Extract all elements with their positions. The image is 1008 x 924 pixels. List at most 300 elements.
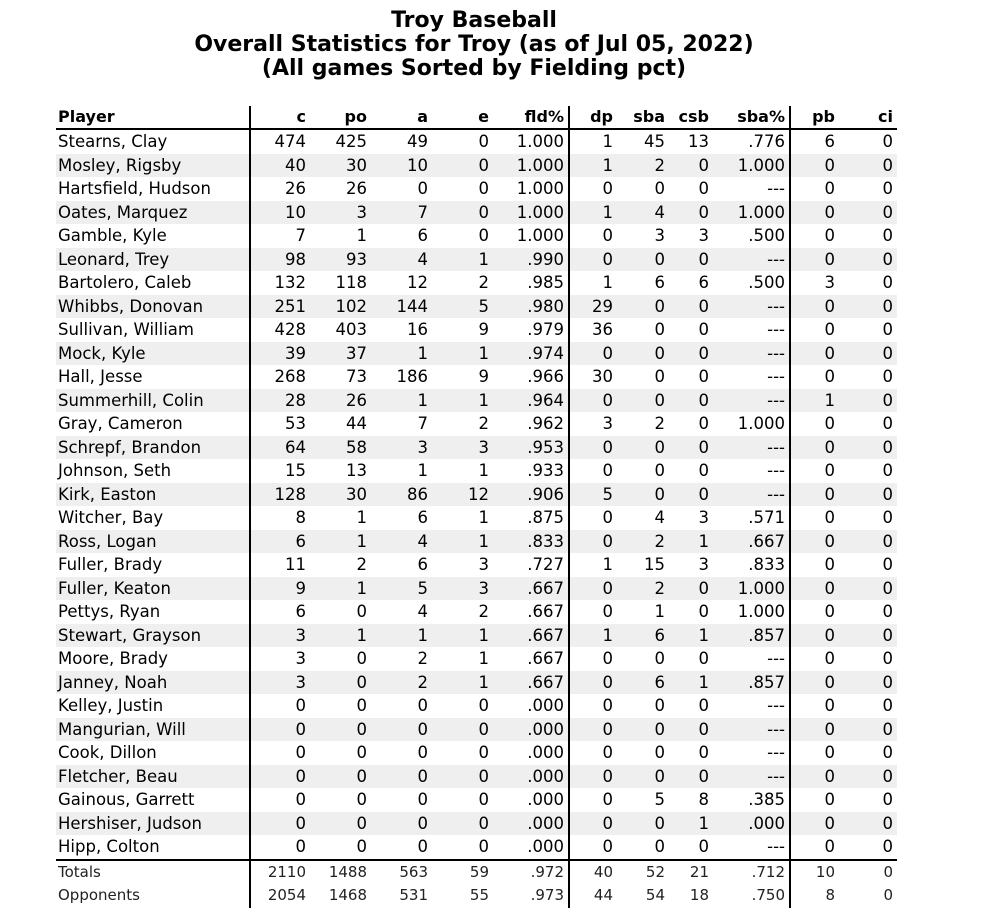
stat-cell-pb: 0 (790, 154, 839, 178)
stat-cell-po: 0 (310, 718, 371, 742)
stat-cell-ci: 0 (882, 320, 893, 339)
stat-cell-fld-pct: .875 (493, 506, 569, 530)
stat-cell-csb: 0 (698, 179, 709, 198)
stat-cell-sba-pct: 1.000 (713, 412, 790, 436)
stat-cell-c: 268 (274, 367, 306, 386)
stat-cell-dp: 0 (569, 248, 617, 272)
player-name-cell: Janney, Noah (56, 671, 250, 695)
page-title: Troy Baseball (391, 8, 557, 33)
stat-cell-a: 1 (417, 461, 428, 480)
stat-cell-e: 55 (432, 884, 493, 908)
stat-cell-e: 1 (478, 461, 489, 480)
stat-cell-po: 0 (310, 812, 371, 836)
stat-cell-ci: 0 (839, 436, 897, 460)
player-row (56, 129, 897, 154)
stat-cell-sba-pct: .712 (713, 860, 790, 885)
stat-cell-ci: 0 (882, 461, 893, 480)
stat-cell-sba-pct: --- (713, 318, 790, 342)
column-header-sba: sba (617, 106, 669, 129)
stat-cell-po: 37 (310, 342, 371, 366)
stat-cell-fld-pct: .000 (493, 741, 569, 765)
player-row (56, 647, 897, 671)
stat-cell-c: 10 (250, 201, 310, 225)
stat-cell-csb: 0 (698, 649, 709, 668)
stat-cell-sba-pct: --- (713, 459, 790, 483)
stat-cell-c: 128 (250, 483, 310, 507)
stat-cell-csb: 0 (669, 436, 713, 460)
stat-cell-sba: 4 (654, 508, 665, 527)
player-row (56, 765, 897, 789)
player-name-cell: Gainous, Garrett (56, 788, 250, 812)
stat-cell-dp: 1 (569, 201, 617, 225)
player-name-cell: Fletcher, Beau (56, 765, 250, 789)
stat-cell-pb: 8 (790, 884, 839, 908)
stat-cell-pb: 1 (790, 389, 839, 413)
stat-cell-dp: 0 (602, 226, 613, 245)
player-name-cell: Totals (56, 860, 250, 885)
stat-cell-ci: 0 (839, 295, 897, 319)
player-row (56, 224, 897, 248)
column-header-ci: ci (839, 106, 897, 129)
stat-cell-sba-pct: --- (713, 248, 790, 272)
stat-cell-a: 86 (371, 483, 432, 507)
stat-cell-csb: 0 (698, 461, 709, 480)
stat-cell-e: 1 (478, 649, 489, 668)
stat-cell-pb: 0 (790, 530, 839, 554)
stat-cell-dp: 1 (569, 624, 617, 648)
stat-cell-ci: 0 (839, 765, 897, 789)
stat-cell-csb: 3 (698, 508, 709, 527)
stat-cell-fld-pct: .972 (493, 860, 569, 885)
stat-cell-sba-pct: .500 (713, 271, 790, 295)
stat-cell-ci: 0 (882, 179, 893, 198)
stat-cell-c: 8 (295, 508, 306, 527)
player-name-cell: Kirk, Easton (56, 483, 250, 507)
stat-cell-sba: 6 (617, 671, 669, 695)
stat-cell-dp: 5 (569, 483, 617, 507)
column-header-e: e (432, 106, 493, 129)
stat-cell-po: 0 (356, 696, 367, 715)
stat-cell-ci: 0 (839, 812, 897, 836)
stat-cell-a: 144 (371, 295, 432, 319)
player-name-cell: Gamble, Kyle (56, 224, 250, 248)
stat-cell-e: 1 (432, 624, 493, 648)
stat-cell-c: 428 (274, 320, 306, 339)
stat-cell-ci: 0 (882, 696, 893, 715)
stat-cell-sba: 0 (617, 812, 669, 836)
stat-cell-fld-pct: .667 (493, 577, 569, 601)
stat-cell-e: 0 (432, 835, 493, 860)
stat-cell-e: 0 (478, 226, 489, 245)
stat-cell-ci: 0 (839, 860, 897, 885)
stat-cell-fld-pct: .000 (493, 835, 569, 860)
stat-cell-sba: 0 (654, 696, 665, 715)
stat-cell-c: 0 (250, 812, 310, 836)
stat-cell-csb: 0 (698, 743, 709, 762)
player-row (56, 483, 897, 507)
stat-cell-c: 53 (285, 414, 306, 433)
stat-cell-sba: 6 (654, 273, 665, 292)
stat-cell-a: 4 (371, 530, 432, 554)
stat-cell-e: 1 (432, 342, 493, 366)
player-name-cell: Schrepf, Brandon (56, 436, 250, 460)
stat-cell-sba: 6 (617, 624, 669, 648)
stat-cell-e: 0 (478, 790, 489, 809)
stat-cell-e: 59 (432, 860, 493, 885)
stat-cell-e: 3 (478, 555, 489, 574)
stat-cell-pb: 6 (824, 132, 835, 151)
stat-cell-fld-pct: .667 (493, 647, 569, 671)
stat-cell-po: 1 (310, 530, 371, 554)
stat-cell-c: 0 (250, 765, 310, 789)
stat-cell-csb: 1 (669, 671, 713, 695)
stat-cell-a: 4 (417, 602, 428, 621)
stat-cell-a: 531 (371, 884, 432, 908)
stat-cell-po: 3 (310, 201, 371, 225)
stat-cell-fld-pct: 1.000 (493, 201, 569, 225)
stat-cell-sba: 2 (654, 414, 665, 433)
stat-cell-e: 0 (432, 718, 493, 742)
stat-cell-dp: 1 (602, 273, 613, 292)
stat-cell-po: 118 (335, 273, 367, 292)
stat-cell-ci: 0 (882, 414, 893, 433)
stat-cell-fld-pct: .964 (493, 389, 569, 413)
stat-cell-e: 5 (432, 295, 493, 319)
stat-cell-sba: 0 (654, 367, 665, 386)
stat-cell-pb: 0 (790, 718, 839, 742)
stat-cell-csb: 0 (698, 414, 709, 433)
stat-cell-fld-pct: 1.000 (493, 177, 569, 201)
stat-cell-c: 28 (250, 389, 310, 413)
stat-cell-a: 563 (371, 860, 432, 885)
stat-cell-dp: 0 (602, 696, 613, 715)
player-name-cell: Cook, Dillon (56, 741, 250, 765)
stat-cell-a: 0 (371, 718, 432, 742)
stat-cell-a: 0 (371, 765, 432, 789)
page-subtitle: Overall Statistics for Troy (as of Jul 05, 2022) (194, 32, 754, 57)
stat-cell-e: 1 (432, 248, 493, 272)
stat-cell-ci: 0 (839, 530, 897, 554)
column-header-sba-pct: sba% (713, 106, 790, 129)
stat-cell-e: 0 (478, 743, 489, 762)
stat-cell-fld-pct: 1.000 (493, 154, 569, 178)
stat-cell-pb: 0 (790, 835, 839, 860)
stat-cell-dp: 0 (602, 602, 613, 621)
header-row (56, 106, 897, 129)
stat-cell-c: 9 (250, 577, 310, 601)
stat-cell-e: 0 (478, 696, 489, 715)
stat-cell-c: 0 (295, 743, 306, 762)
stat-cell-sba: 0 (654, 743, 665, 762)
player-row (56, 694, 897, 718)
player-row (56, 412, 897, 436)
stat-cell-csb: 0 (669, 389, 713, 413)
stat-cell-ci: 0 (882, 367, 893, 386)
stat-cell-ci: 0 (882, 790, 893, 809)
player-name-cell: Mosley, Rigsby (56, 154, 250, 178)
stat-cell-e: 2 (478, 602, 489, 621)
stat-cell-ci: 0 (839, 248, 897, 272)
stat-cell-po: 0 (356, 790, 367, 809)
stat-cell-pb: 0 (824, 508, 835, 527)
stat-cell-dp: 0 (602, 461, 613, 480)
stat-cell-sba: 0 (617, 248, 669, 272)
stat-cell-dp: 0 (602, 743, 613, 762)
player-name-cell: Ross, Logan (56, 530, 250, 554)
player-row (56, 295, 897, 319)
stat-cell-pb: 0 (824, 414, 835, 433)
stat-cell-a: 0 (371, 835, 432, 860)
stat-cell-ci: 0 (882, 226, 893, 245)
player-row (56, 389, 897, 413)
player-row (56, 835, 897, 860)
stat-cell-c: 6 (295, 602, 306, 621)
player-name-cell: Mangurian, Will (56, 718, 250, 742)
stat-cell-fld-pct: .974 (493, 342, 569, 366)
player-name-cell: Fuller, Brady (56, 553, 250, 577)
stat-cell-csb: 0 (669, 154, 713, 178)
stat-cell-sba: 0 (654, 320, 665, 339)
stat-cell-e: 0 (432, 765, 493, 789)
stat-cell-e: 3 (432, 436, 493, 460)
stat-cell-sba: 4 (617, 201, 669, 225)
stat-cell-sba: 2 (617, 154, 669, 178)
stat-cell-dp: 0 (569, 389, 617, 413)
stat-cell-ci: 0 (882, 273, 893, 292)
stat-cell-ci: 0 (839, 577, 897, 601)
stat-cell-pb: 0 (790, 577, 839, 601)
stat-cell-a: 10 (371, 154, 432, 178)
stat-cell-sba: 2 (617, 577, 669, 601)
stat-cell-sba-pct: --- (713, 436, 790, 460)
stat-cell-csb: 6 (698, 273, 709, 292)
stat-cell-a: 1 (371, 389, 432, 413)
player-name-cell: Moore, Brady (56, 647, 250, 671)
player-name-cell: Hall, Jesse (56, 365, 250, 389)
stat-cell-ci: 0 (839, 671, 897, 695)
stat-cell-a: 6 (417, 555, 428, 574)
stat-cell-pb: 0 (790, 812, 839, 836)
stat-cell-sba: 0 (654, 179, 665, 198)
stat-cell-a: 6 (417, 226, 428, 245)
sort-note: (All games Sorted by Fielding pct) (261, 56, 687, 81)
stat-cell-pb: 0 (790, 248, 839, 272)
stat-cell-c: 11 (285, 555, 306, 574)
stat-cell-a: 0 (417, 790, 428, 809)
stat-cell-po: 1 (310, 577, 371, 601)
stat-cell-po: 1488 (310, 860, 371, 885)
column-header-fld-pct: fld% (493, 106, 569, 129)
player-row (56, 365, 897, 389)
stat-cell-fld-pct: .000 (493, 812, 569, 836)
player-name-cell: Summerhill, Colin (56, 389, 250, 413)
stat-cell-c: 7 (295, 226, 306, 245)
stat-cell-fld-pct: 1.000 (493, 129, 569, 154)
stat-cell-a: 16 (407, 320, 428, 339)
column-header-csb: csb (669, 106, 713, 129)
stat-cell-dp: 44 (569, 884, 617, 908)
stat-cell-fld-pct: .953 (493, 436, 569, 460)
player-row (56, 201, 897, 225)
stat-cell-c: 3 (295, 649, 306, 668)
stat-cell-po: 1 (356, 226, 367, 245)
stat-cell-c: 15 (285, 461, 306, 480)
stat-cell-po: 0 (356, 602, 367, 621)
stat-cell-a: 0 (417, 743, 428, 762)
column-header-po: po (310, 106, 371, 129)
stat-cell-fld-pct: .667 (493, 624, 569, 648)
player-name-cell: Bartolero, Caleb (56, 271, 250, 295)
stat-cell-sba: 0 (617, 342, 669, 366)
stat-cell-a: 12 (407, 273, 428, 292)
stat-cell-csb: 0 (669, 835, 713, 860)
stat-cell-ci: 0 (839, 718, 897, 742)
stat-cell-a: 7 (371, 201, 432, 225)
stat-cell-pb: 10 (790, 860, 839, 885)
stat-cell-c: 0 (250, 718, 310, 742)
stat-cell-a: 4 (371, 248, 432, 272)
stat-cell-sba: 3 (654, 226, 665, 245)
stat-cell-fld-pct: .962 (493, 412, 569, 436)
stat-cell-sba-pct: .571 (713, 506, 790, 530)
stat-cell-dp: 40 (569, 860, 617, 885)
stat-cell-sba-pct: --- (713, 483, 790, 507)
stat-cell-c: 3 (250, 624, 310, 648)
stat-cell-csb: 0 (669, 483, 713, 507)
stat-cell-e: 1 (432, 389, 493, 413)
stat-cell-csb: 0 (669, 765, 713, 789)
stat-cell-po: 102 (310, 295, 371, 319)
stat-cell-csb: 1 (669, 530, 713, 554)
stat-cell-e: 0 (432, 201, 493, 225)
stat-cell-pb: 3 (824, 273, 835, 292)
stat-cell-sba: 1 (654, 602, 665, 621)
stat-cell-e: 9 (478, 320, 489, 339)
player-name-cell: Sullivan, William (56, 318, 250, 342)
stat-cell-e: 0 (432, 812, 493, 836)
stat-cell-c: 2054 (250, 884, 310, 908)
stat-cell-fld-pct: .727 (493, 553, 569, 577)
stat-cell-po: 13 (346, 461, 367, 480)
stat-cell-sba: 15 (644, 555, 665, 574)
stat-cell-pb: 0 (790, 295, 839, 319)
stat-cell-fld-pct: .833 (493, 530, 569, 554)
stat-cell-csb: 18 (669, 884, 713, 908)
stat-cell-dp: 0 (569, 765, 617, 789)
column-header-a: a (371, 106, 432, 129)
stat-cell-sba-pct: 1.000 (713, 201, 790, 225)
stat-cell-csb: 0 (669, 201, 713, 225)
stat-cell-a: 1 (371, 342, 432, 366)
stat-cell-csb: 0 (698, 602, 709, 621)
stat-cell-pb: 0 (790, 671, 839, 695)
stat-cell-a: 2 (371, 671, 432, 695)
stat-cell-a: 0 (371, 812, 432, 836)
stat-cell-sba: 0 (617, 718, 669, 742)
stat-cell-dp: 0 (602, 790, 613, 809)
stat-cell-ci: 0 (882, 743, 893, 762)
stat-cell-sba-pct: .833 (713, 553, 790, 577)
player-name-cell: Stewart, Grayson (56, 624, 250, 648)
stat-cell-c: 39 (250, 342, 310, 366)
player-name-cell: Fuller, Keaton (56, 577, 250, 601)
stat-cell-pb: 0 (824, 602, 835, 621)
player-row (56, 177, 897, 201)
stat-cell-po: 30 (310, 154, 371, 178)
stat-cell-dp: 0 (602, 508, 613, 527)
stat-cell-e: 0 (478, 132, 489, 151)
stat-cell-pb: 0 (790, 765, 839, 789)
stat-cell-dp: 1 (569, 154, 617, 178)
stat-cell-e: 1 (432, 671, 493, 695)
stat-cell-po: 93 (310, 248, 371, 272)
stat-cell-csb: 0 (698, 320, 709, 339)
stat-cell-a: 2 (417, 649, 428, 668)
stat-cell-po: 1 (356, 508, 367, 527)
stat-cell-sba-pct: --- (713, 342, 790, 366)
player-name-cell: Oates, Marquez (56, 201, 250, 225)
stat-cell-fld-pct: .000 (493, 788, 569, 812)
stat-cell-e: 3 (432, 577, 493, 601)
totals-row (56, 884, 897, 908)
stat-cell-sba-pct: 1.000 (713, 577, 790, 601)
stat-cell-dp: 0 (569, 436, 617, 460)
stat-cell-pb: 0 (824, 555, 835, 574)
stat-cell-fld-pct: .667 (493, 600, 569, 624)
stat-cell-a: 49 (407, 132, 428, 151)
stat-cell-pb: 0 (790, 483, 839, 507)
stat-cell-pb: 0 (824, 461, 835, 480)
stat-cell-sba: 5 (654, 790, 665, 809)
stat-cell-sba-pct: --- (713, 835, 790, 860)
stat-cell-dp: 0 (569, 835, 617, 860)
player-row (56, 506, 897, 530)
stat-cell-dp: 0 (569, 718, 617, 742)
stat-cell-a: 5 (371, 577, 432, 601)
column-header-c: c (250, 106, 310, 129)
stat-cell-pb: 0 (824, 179, 835, 198)
stat-cell-csb: 8 (698, 790, 709, 809)
stat-cell-fld-pct: .973 (493, 884, 569, 908)
stat-cell-dp: 1 (602, 555, 613, 574)
stat-cell-dp: 0 (602, 179, 613, 198)
stat-cell-fld-pct: .933 (493, 459, 569, 483)
stat-cell-sba: 0 (617, 835, 669, 860)
stat-cell-e: 9 (478, 367, 489, 386)
stat-cell-pb: 0 (790, 624, 839, 648)
player-row (56, 459, 897, 483)
player-name-cell: Gray, Cameron (56, 412, 250, 436)
stat-cell-csb: 0 (669, 248, 713, 272)
player-row (56, 600, 897, 624)
stat-cell-dp: 29 (569, 295, 617, 319)
stat-cell-dp: 30 (592, 367, 613, 386)
stat-cell-sba-pct: 1.000 (713, 600, 790, 624)
stat-cell-ci: 0 (839, 154, 897, 178)
stat-cell-sba: 52 (617, 860, 669, 885)
stat-cell-ci: 0 (882, 508, 893, 527)
stat-cell-po: 26 (310, 389, 371, 413)
stat-cell-a: 0 (417, 179, 428, 198)
stat-cell-e: 0 (432, 154, 493, 178)
stat-cell-sba: 0 (654, 649, 665, 668)
stat-cell-po: 425 (335, 132, 367, 151)
stat-cell-sba: 0 (654, 461, 665, 480)
column-header-pb: pb (790, 106, 839, 129)
player-name-cell: Leonard, Trey (56, 248, 250, 272)
stat-cell-csb: 13 (688, 132, 709, 151)
stat-cell-c: 40 (250, 154, 310, 178)
